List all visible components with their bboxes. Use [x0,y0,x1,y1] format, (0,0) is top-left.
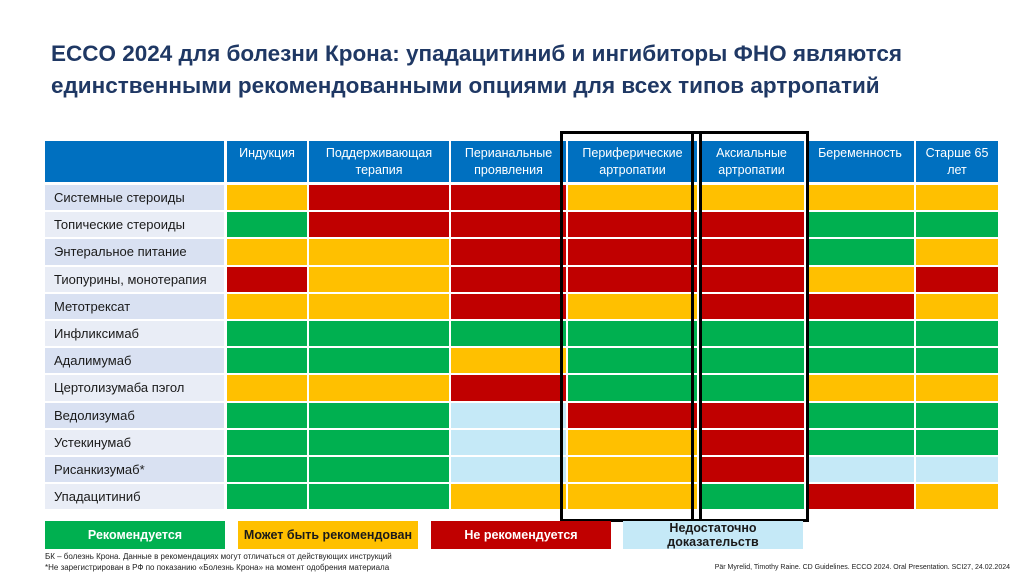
status-cell [227,294,307,319]
status-cell [806,430,914,455]
status-cell [451,403,566,428]
status-cell [806,321,914,346]
status-cell [699,212,804,237]
status-cell [568,375,697,400]
status-cell [699,294,804,319]
status-cell [309,457,449,482]
legend-item: Рекомендуется [45,521,225,549]
status-cell [451,321,566,346]
status-cell [568,239,697,264]
column-header: Аксиальные артропатии [699,141,804,182]
status-cell [309,185,449,210]
row-label: Топические стероиды [45,212,224,237]
status-cell [309,403,449,428]
status-cell [806,348,914,373]
status-cell [699,267,804,292]
status-cell [806,403,914,428]
status-cell [227,457,307,482]
status-cell [699,403,804,428]
status-cell [916,375,998,400]
status-cell [699,484,804,509]
row-label: Адалимумаб [45,348,224,373]
status-cell [916,321,998,346]
status-cell [806,294,914,319]
status-cell [916,430,998,455]
status-cell [227,185,307,210]
footnote-abbreviation: БК – болезнь Крона. Данные в рекомендациях могут отличаться от действующих инструкций [45,552,392,561]
status-cell [227,348,307,373]
status-cell [699,239,804,264]
row-label: Упадацитиниб [45,484,224,509]
status-cell [568,457,697,482]
status-cell [806,212,914,237]
status-cell [699,321,804,346]
column-header: Старше 65 лет [916,141,998,182]
status-cell [227,484,307,509]
status-cell [451,185,566,210]
status-cell [309,375,449,400]
status-cell [916,212,998,237]
status-cell [451,484,566,509]
status-cell [699,457,804,482]
column-header: Беременность [806,141,914,182]
status-cell [309,348,449,373]
column-header: Поддерживающая терапия [309,141,449,182]
page-title: ECCO 2024 для болезни Крона: упадацитиниб и ингибиторы ФНО являются единственными рекомендованными опциями для всех типов артропатий [51,41,902,98]
header-corner [45,141,224,182]
status-cell [916,294,998,319]
status-cell [227,375,307,400]
status-cell [451,348,566,373]
status-cell [309,239,449,264]
column-header: Периферические артропатии [568,141,697,182]
status-cell [451,457,566,482]
legend-item: Не рекомендуется [431,521,611,549]
row-label: Ведолизумаб [45,403,224,428]
status-cell [568,403,697,428]
status-cell [568,294,697,319]
status-cell [227,239,307,264]
status-cell [916,403,998,428]
status-cell [568,267,697,292]
status-cell [806,239,914,264]
status-cell [916,484,998,509]
status-cell [451,239,566,264]
status-cell [916,267,998,292]
row-label: Устекинумаб [45,430,224,455]
legend-item: Недостаточно доказательств [623,521,803,549]
status-cell [451,294,566,319]
status-cell [806,457,914,482]
status-cell [451,212,566,237]
status-cell [309,267,449,292]
status-cell [699,430,804,455]
status-cell [568,321,697,346]
status-cell [806,185,914,210]
status-cell [227,403,307,428]
status-cell [916,239,998,264]
row-label: Тиопурины, монотерапия [45,267,224,292]
status-cell [806,375,914,400]
row-label: Системные стероиды [45,185,224,210]
status-cell [699,375,804,400]
status-cell [309,430,449,455]
status-cell [806,484,914,509]
status-cell [568,185,697,210]
column-header: Перианальные проявления [451,141,566,182]
status-cell [916,457,998,482]
status-cell [451,375,566,400]
column-header: Индукция [227,141,307,182]
row-label: Цертолизумаба пэгол [45,375,224,400]
status-cell [699,348,804,373]
status-cell [451,430,566,455]
status-cell [568,430,697,455]
row-label: Метотрексат [45,294,224,319]
row-label: Рисанкизумаб* [45,457,224,482]
status-cell [309,484,449,509]
status-cell [227,267,307,292]
status-cell [227,212,307,237]
status-cell [916,185,998,210]
status-cell [806,267,914,292]
status-cell [227,430,307,455]
status-cell [227,321,307,346]
status-cell [309,294,449,319]
status-cell [309,212,449,237]
status-cell [916,348,998,373]
row-label: Инфликсимаб [45,321,224,346]
status-cell [699,185,804,210]
source-citation: Pär Myrelid, Timothy Raine. CD Guidelines. ECCO 2024. Oral Presentation. SCI27, 24.02.2024 [714,564,1010,571]
legend-item: Может быть рекомендован [238,521,418,549]
status-cell [309,321,449,346]
status-cell [568,484,697,509]
row-label: Энтеральное питание [45,239,224,264]
footnote-registration: *Не зарегистрирован в РФ по показанию «Болезнь Крона» на момент одобрения материала [45,563,390,572]
status-cell [568,212,697,237]
status-cell [568,348,697,373]
status-cell [451,267,566,292]
